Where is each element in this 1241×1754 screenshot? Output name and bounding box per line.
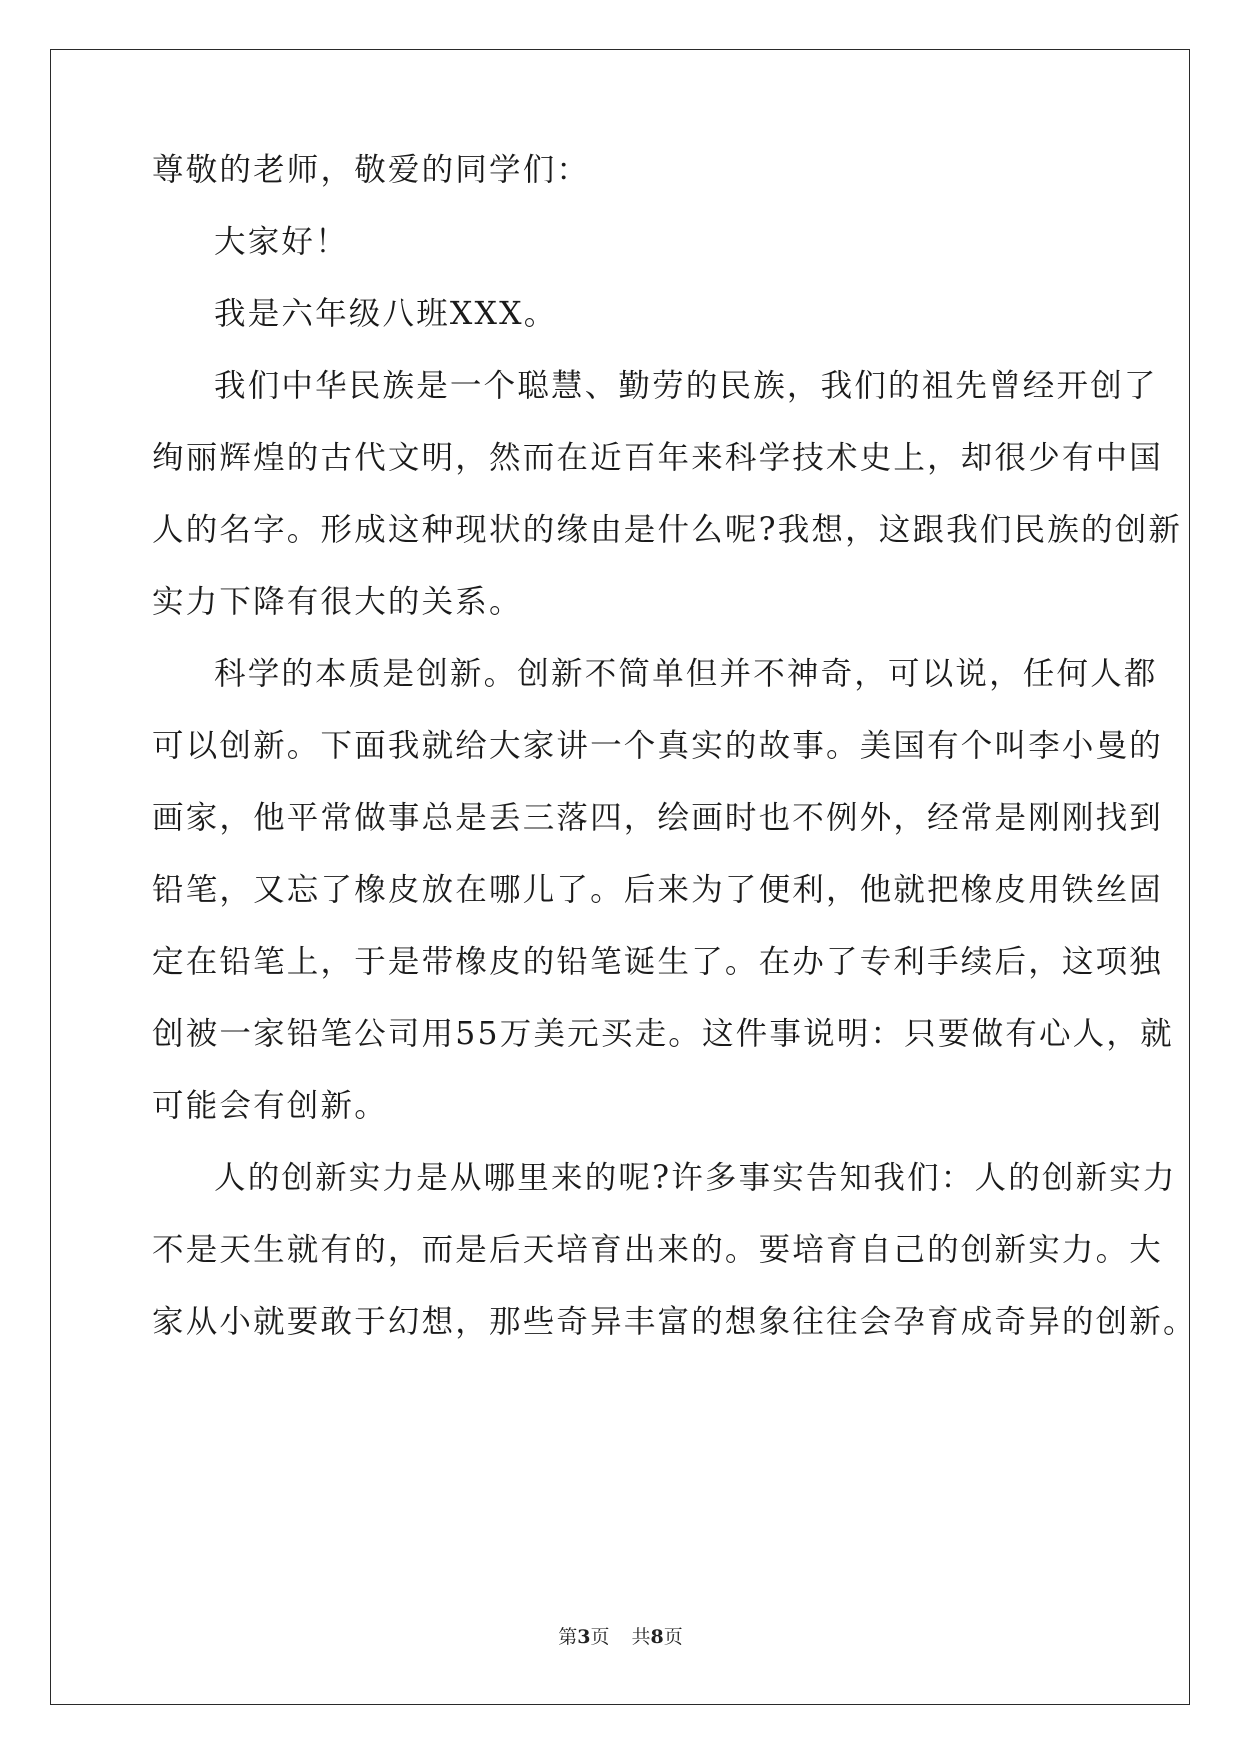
- paragraph-2-line: 定在铅笔上，于是带橡皮的铅笔诞生了。在办了专利手续后，这项独: [152, 944, 1164, 980]
- salutation: 尊敬的老师，敬爱的同学们：: [152, 152, 591, 188]
- paragraph-2-line: 可能会有创新。: [152, 1088, 388, 1124]
- greeting: 大家好！: [214, 224, 349, 260]
- paragraph-1-line: 绚丽辉煌的古代文明，然而在近百年来科学技术史上，却很少有中国: [152, 440, 1164, 476]
- page-footer: [0, 1625, 1241, 1649]
- paragraph-1-line: 人的名字。形成这种现状的缘由是什么呢?我想，这跟我们民族的创新: [152, 512, 1183, 548]
- paragraph-2-line: 画家，他平常做事总是丢三落四，绘画时也不例外，经常是刚刚找到: [152, 800, 1164, 836]
- total-page-count: 8: [650, 1626, 664, 1648]
- current-page-number: 3: [577, 1626, 591, 1648]
- footer-prefix: 第: [558, 1626, 578, 1648]
- footer-total-suffix: 页: [663, 1626, 683, 1648]
- paragraph-3-line: 人的创新实力是从哪里来的呢?许多事实告知我们：人的创新实力: [214, 1160, 1177, 1196]
- paragraph-1-line: 实力下降有很大的关系。: [152, 584, 523, 620]
- paragraph-1-line: 我们中华民族是一个聪慧、勤劳的民族，我们的祖先曾经开创了: [214, 368, 1158, 404]
- footer-total-prefix: 共: [631, 1626, 651, 1648]
- paragraph-3-line: 家从小就要敢于幻想，那些奇异丰富的想象往往会孕育成奇异的创新。: [152, 1304, 1197, 1340]
- paragraph-2-line: 创被一家铅笔公司用55万美元买走。这件事说明：只要做有心人，就: [152, 1016, 1174, 1052]
- paragraph-2-line: 可以创新。下面我就给大家讲一个真实的故事。美国有个叫李小曼的: [152, 728, 1164, 764]
- paragraph-2-line: 科学的本质是创新。创新不简单但并不神奇，可以说，任何人都: [214, 656, 1158, 692]
- intro-line: 我是六年级八班XXX。: [214, 296, 558, 332]
- paragraph-3-line: 不是天生就有的，而是后天培育出来的。要培育自己的创新实力。大: [152, 1232, 1164, 1268]
- footer-page-suffix: 页: [590, 1626, 610, 1648]
- paragraph-2-line: 铅笔，又忘了橡皮放在哪儿了。后来为了便利，他就把橡皮用铁丝固: [152, 872, 1164, 908]
